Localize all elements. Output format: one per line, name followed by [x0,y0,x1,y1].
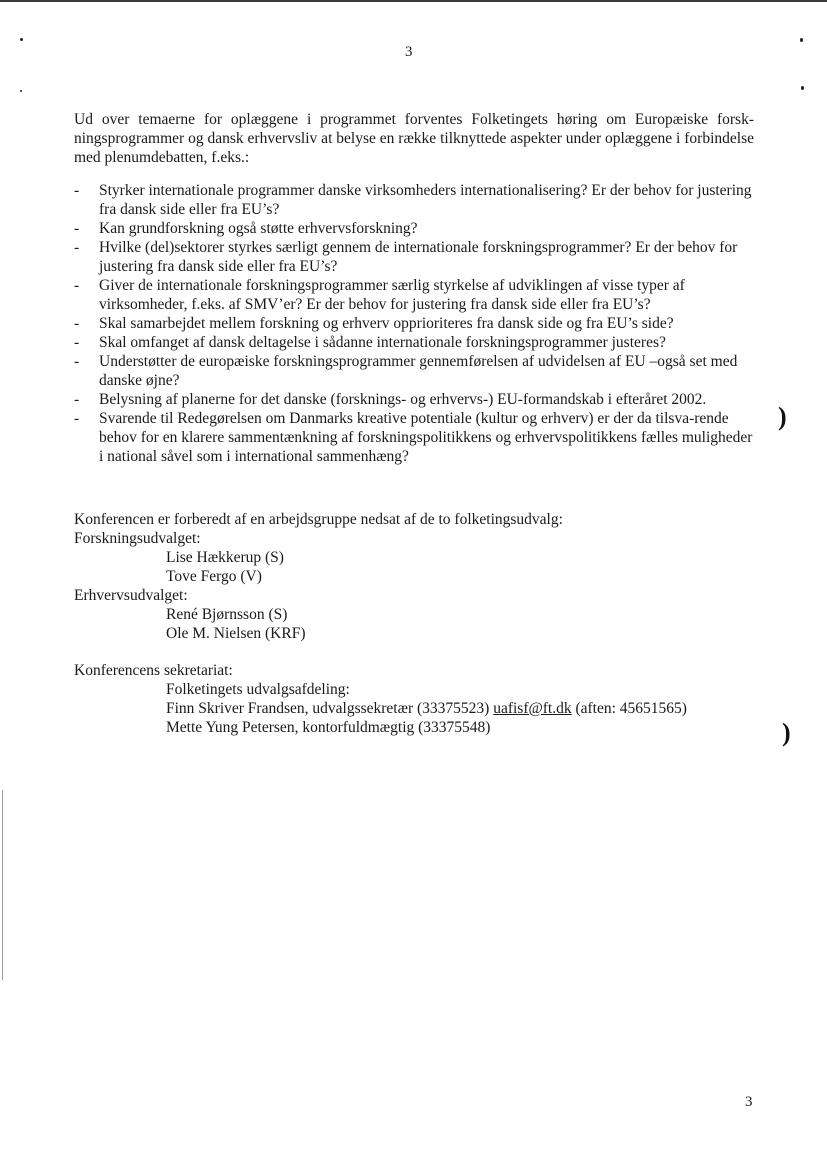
page-number-top: 3 [405,44,413,60]
list-item: - Styrker internationale programmer danske virksomheders internationalisering? Er der behov for justering fra dansk side eller fra EU’s? [74,182,752,218]
committee-member: Tove Fergo (V) [166,568,262,585]
contact-line: Mette Yung Petersen, kontorfuldmægtig (33375548) [166,719,491,736]
working-group-section [74,510,754,643]
list-item: - Kan grundforskning også støtte erhvervsforskning? [74,220,418,237]
committee-member: René Bjørnsson (S) [166,606,288,623]
document-body [74,110,754,737]
list-item: - Skal samarbejdet mellem forskning og erhverv opprioriteres fra dansk side og fra EU’s side? [74,315,674,332]
page-number-bottom: 3 [745,1094,753,1110]
list-item: - Belysning af planerne for det danske (forsknings- og erhvervs-) EU-formandskab i efteråret 2002. [74,391,707,408]
scan-speck [20,90,22,92]
committee-heading: Erhvervsudvalget: [74,587,188,604]
email-link[interactable]: uafisf@ft.dk [493,700,572,717]
committee-member: Lise Hækkerup (S) [166,549,284,566]
question-list [74,181,754,466]
list-item: - Understøtter de europæiske forskningsprogrammer gennemførelsen af udvidelsen af EU –også set med danske øjne? [74,353,738,389]
secretariat-heading: Konferencens sekretariat: [74,662,233,679]
department-name: Folketingets udvalgsafdeling: [166,681,350,698]
scan-speck [801,86,804,90]
working-group-intro: Konferencen er forberedt af en arbejdsgruppe nedsat af de to folketingsudvalg: [74,511,563,528]
list-item: - Skal omfanget af dansk deltagelse i sådanne internationale forskningsprogrammer justeres? [74,334,666,351]
secretariat-section [74,661,754,737]
committee-member: Ole M. Nielsen (KRF) [166,625,306,642]
contact-line: Finn Skriver Frandsen, udvalgssekretær (33375523) uafisf@ft.dk (aften: 45651565) [166,700,687,717]
scan-speck [20,38,23,41]
scan-mark-bracket: ) [782,718,791,747]
list-item: - Giver de internationale forskningsprogrammer særlig styrkelse af udviklingen af visse typer af virksomheder, f.eks. af SMV’er? Er der behov for justering fra dansk side eller fra EU’s? [74,277,685,313]
list-item: - Hvilke (del)sektorer styrkes særligt gennem de internationale forskningsprogrammer? Er der behov for justering fra dansk side eller fra EU’s? [74,239,738,275]
scan-mark-bracket: ) [778,402,787,431]
intro-paragraph: Ud over temaerne for oplæggene i programmet forventes Folketingets høring om Europæiske forsk-ningsprogrammer og dansk erhvervsliv at belyse en række tilknyttede aspekter under oplæggene i forbindelse med plenumdebatten, f.eks.: [74,111,754,166]
list-item: - Svarende til Redegørelsen om Danmarks kreative potentiale (kultur og erhverv) er der da tilsva-rende behov for en klarere sammentænkning af forskningspolitikkens og erhvervspolitikkens fælles muligheder i national såvel som i international sammenhæng? [74,410,753,465]
scan-edge-line [2,790,3,980]
committee-heading: Forskningsudvalget: [74,530,201,547]
scan-speck [800,38,803,42]
scan-top-border [0,0,827,2]
